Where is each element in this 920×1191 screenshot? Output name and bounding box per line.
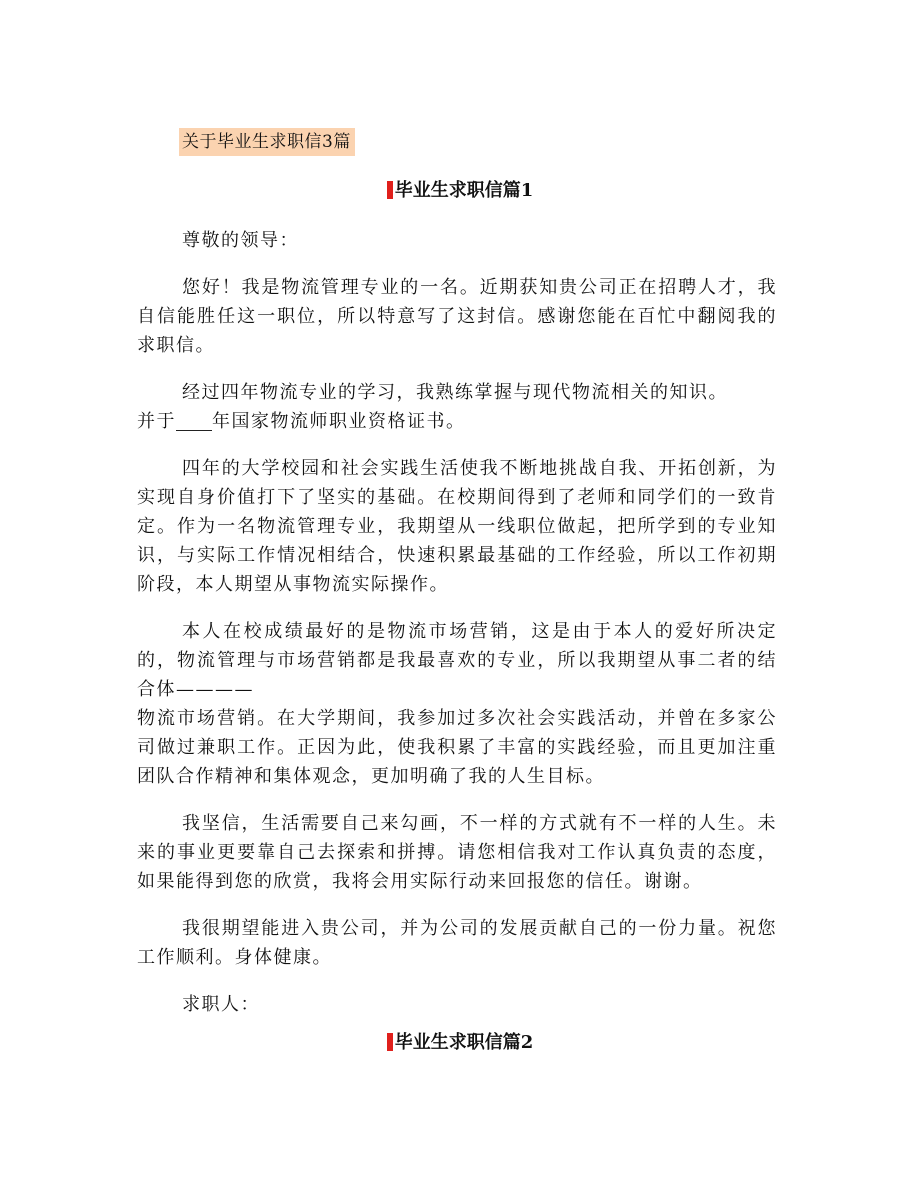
paragraph-campus: 四年的大学校园和社会实践生活使我不断地挑战自我、开拓创新，为实现自身价值打下了坚实的基础。在校期间得到了老师和同学们的一致肯定。作为一名物流管理专业，我期望从一线职位做起，把所学到的专业知识，与实际工作情况相结合，快速积累最基础的工作经验，所以工作初期阶段，本人期望从事物流实际操作。 xyxy=(137,458,777,595)
letter-body xyxy=(137,226,777,1037)
section-heading-1 xyxy=(0,178,920,204)
heading-marker-icon xyxy=(387,181,393,199)
paragraph-belief: 我坚信，生活需要自己来勾画，不一样的方式就有不一样的人生。未来的事业更要靠自己去探索和拼搏。请您相信我对工作认真负责的态度，如果能得到您的欣赏，我将会用实际行动来回报您的信任。谢谢。 xyxy=(137,813,777,892)
blank-underline xyxy=(176,410,212,431)
document-title: 关于毕业生求职信3篇 xyxy=(179,128,355,156)
paragraph-marketing-cont: 物流市场营销。在大学期间，我参加过多次社会实践活动，并曾在多家公司做过兼职工作。正因为此，使我积累了丰富的实践经验，而且更加注重团队合作精神和集体观念，更加明确了我的人生目标。 xyxy=(137,708,777,787)
paragraph-study xyxy=(137,378,777,436)
section-heading-2 xyxy=(0,1030,920,1056)
cert-suffix: 年国家物流师职业资格证书。 xyxy=(212,411,466,432)
salutation: 尊敬的领导： xyxy=(182,230,299,251)
section-heading-label: 毕业生求职信篇1 xyxy=(394,180,534,201)
paragraph-intro: 您好！我是物流管理专业的一名。近期获知贵公司正在招聘人才，我自信能胜任这一职位，所以特意写了这封信。感谢您能在百忙中翻阅我的求职信。 xyxy=(137,277,777,356)
paragraph-closing: 我很期望能进入贵公司，并为公司的发展贡献自己的一份力量。祝您工作顺利。身体健康。 xyxy=(137,918,777,968)
paragraph-marketing: 本人在校成绩最好的是物流市场营销，这是由于本人的爱好所决定的，物流管理与市场营销都是我最喜欢的专业，所以我期望从事二者的结合体———— xyxy=(137,621,777,700)
signature: 求职人： xyxy=(182,994,260,1015)
heading-marker-icon xyxy=(387,1033,393,1051)
paragraph-study-text: 经过四年物流专业的学习，我熟练掌握与现代物流相关的知识。 xyxy=(182,382,728,403)
cert-prefix: 并于 xyxy=(137,411,176,432)
section-heading-label: 毕业生求职信篇2 xyxy=(394,1032,534,1053)
